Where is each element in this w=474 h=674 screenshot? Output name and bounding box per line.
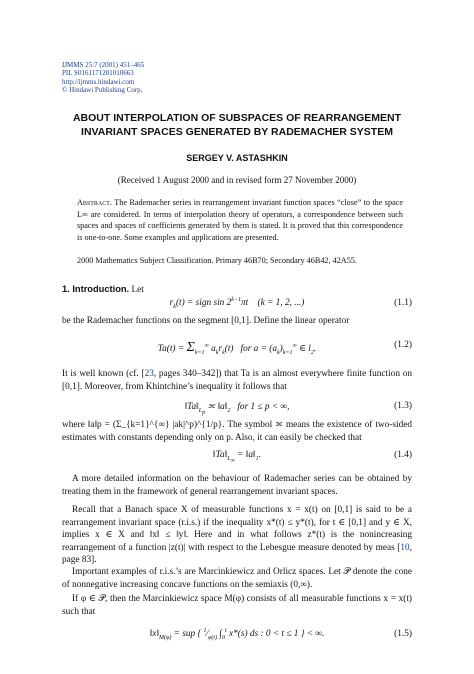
citation-link-10[interactable]: 10 <box>400 542 410 553</box>
equation-1-4-body: $‖Ta‖_{L_\infty}$ = $‖a‖_1$. <box>213 450 261 465</box>
section-lead: Let <box>129 285 144 295</box>
paragraph-2-text-b: , pages 340–342]) that Ta is an almost everywhere finite function on [0,1]. Moreover, from Khintchine’s inequality it follows that <box>62 369 412 392</box>
paragraph-3: where ‖a‖p = (Σ_{k=1}^{∞} |ak|^p)^{1/p}. The symbol ≍ means the existence of two-sided estimates with constants depending only on p. Also, it can easily be checked that <box>62 420 412 443</box>
equation-1-1 <box>62 298 412 312</box>
paragraph-5 <box>62 504 412 567</box>
paragraph-1: be the Rademacher functions on the segment [0,1]. Define the linear operator <box>62 316 350 326</box>
abstract <box>77 197 403 244</box>
paragraph-7: If φ ∈ 𝒫, then the Marcinkiewicz space M(φ) consists of all measurable functions x = x(t) such that <box>62 594 412 617</box>
paragraph-2-text-a: It is well known (cf. [ <box>62 369 145 379</box>
section-heading: 1. Introduction. <box>62 284 130 294</box>
citation-link-23[interactable]: 23 <box>144 369 154 379</box>
author-name: SERGEY V. ASTASHKIN <box>186 153 288 163</box>
equation-1-3-number: (1.3) <box>394 401 412 411</box>
journal-pii: PII. S0161171201010663 <box>62 69 134 78</box>
equation-1-2-body: $Ta(t) = \Sigma_{k=1}^\infty$ $a_kr_k(t)$ for $a = (a_k)_{k=1}^\infty$ ∈ $l_2$. <box>157 340 317 356</box>
section-intro-line <box>62 283 412 297</box>
equation-1-5 <box>62 627 412 649</box>
journal-url-link[interactable]: http://ijmms.hindawi.com <box>62 77 135 86</box>
equation-1-3 <box>62 401 412 415</box>
equation-1-5-number: (1.5) <box>394 629 412 639</box>
equation-1-4 <box>62 450 412 464</box>
paragraph-6: Important examples of r.i.s.’s are Marcinkiewicz and Orlicz spaces. Let 𝒫 denote the cone of nonnegative increasing concave functions on the semiaxis (0,∞). <box>62 567 412 590</box>
journal-copyright: © Hindawi Publishing Corp. <box>62 86 143 95</box>
equation-1-3-body: $‖Ta‖_{L_p}$ ≍ $‖a‖_2$ for 1 ≤ p < ∞, <box>184 402 290 417</box>
equation-1-5-body: $‖x‖_{M(\varphi)}$ = sup { $^1⁄_{\varphi(t)}$ $\int_0^t$ x*(s) ds : 0 < t ≤ 1 } < ∞. <box>149 627 325 641</box>
equation-1-2-number: (1.2) <box>394 340 412 350</box>
paragraph-2 <box>62 368 412 393</box>
abstract-text: The Rademacher series in rearrangement invariant function spaces “close” to the space L∞ are considered. In terms of interpolation theory of operators, a correspondence between such spaces and spaces of coefficients generated by them is stated. It is proved that this correspondence is one-to-one. Some examples and applications are presented. <box>77 198 403 243</box>
paragraph-5-end: , page 83]. <box>62 542 412 566</box>
title-line-1: ABOUT INTERPOLATION OF SUBSPACES OF REARRANGEMENT <box>72 112 402 124</box>
paragraph-5-text: Recall that a Banach space X of measurable functions x = x(t) on [0,1] is said to be a rearrangement invariant space (r.i.s.) if the inequality x*(t) ≤ y*(t), for t ∈ [0,1] and y ∈ X, implies x ∈ X and ‖x‖ ≤ ‖y‖. Here and in what follows z*(t) is the nonincreasing rearrangement of a function |z(t)| with respect to the Lebesgue measure denoted by meas [ <box>62 505 412 553</box>
journal-citation: IJMMS 25:7 (2001) 451–465 <box>62 61 145 69</box>
paper-title <box>0 112 474 139</box>
paragraph-4: A more detailed information on the behaviour of Rademacher series can be obtained by treating them in the framework of general rearrangement invariant spaces. <box>62 474 412 497</box>
received-dates: (Received 1 August 2000 and in revised form 27 November 2000) <box>117 175 357 185</box>
abstract-label: Abstract. <box>77 198 112 207</box>
equation-1-4-number: (1.4) <box>394 450 412 460</box>
equation-1-1-number: (1.1) <box>394 298 412 308</box>
msc-classification: 2000 Mathematics Subject Classification. Primary 46B70; Secondary 46B42, 42A55. <box>77 256 357 265</box>
equation-1-2 <box>62 337 412 361</box>
equation-1-1-body: $r_k(t)$ = sign $\sin 2^{k-1}\pi t$ (k = 1, 2, ...) <box>169 296 305 310</box>
title-line-2: INVARIANT SPACES GENERATED BY RADEMACHER SYSTEM <box>81 125 393 138</box>
journal-header <box>62 61 144 95</box>
